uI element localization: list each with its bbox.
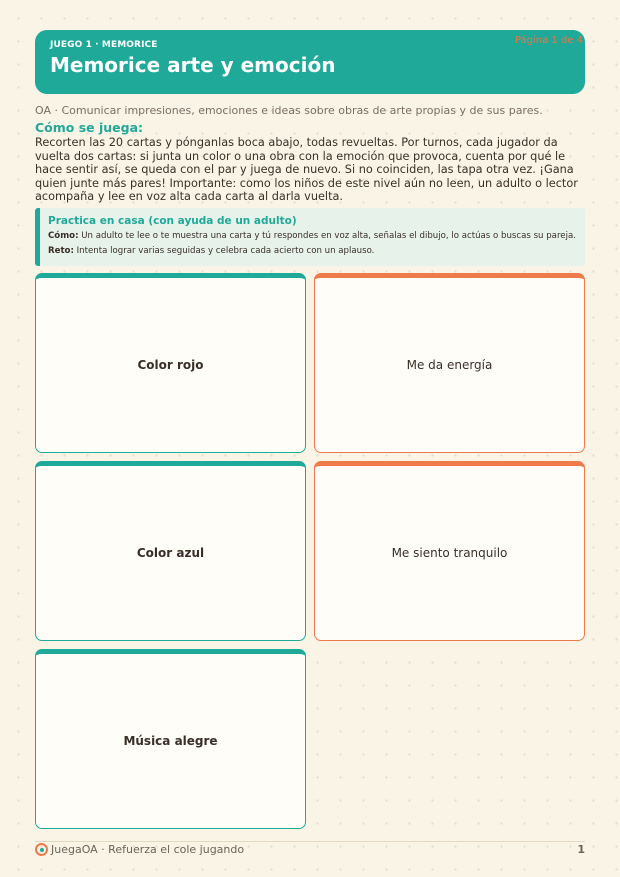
card-label: Me da energía <box>406 358 493 372</box>
card-color-azul[interactable] <box>35 461 306 641</box>
game-header <box>35 30 585 94</box>
footer-brand: JuegaOA · Refuerza el cole jugando <box>51 843 245 856</box>
card-color-rojo[interactable] <box>35 273 306 453</box>
practice-challenge-line <box>48 245 577 258</box>
page-number: 1 <box>577 843 585 856</box>
card-label: Color azul <box>136 546 205 560</box>
practice-challenge-text: Intenta lograr varias seguidas y celebra cada acierto con un aplauso. <box>76 246 375 256</box>
footer-divider <box>35 841 585 842</box>
card-emotion-energia[interactable] <box>314 273 585 453</box>
learning-objective: OA · Comunicar impresiones, emociones e ideas sobre obras de arte propias y de sus pares. <box>35 104 543 117</box>
card-label: Me siento tranquilo <box>391 546 508 560</box>
practice-title: Practica en casa (con ayuda de un adulto) <box>48 215 297 227</box>
how-to-play-heading: Cómo se juega: <box>35 120 144 135</box>
page-title: Memorice arte y emoción <box>50 53 336 77</box>
card-label: Música alegre <box>123 734 218 748</box>
page-footer <box>35 843 585 857</box>
practice-how-text: Un adulto te lee o te muestra una carta y tú respondes en voz alta, señalas el dibujo, lo actúas o buscas su pareja. <box>81 231 576 241</box>
card-label: Color rojo <box>137 358 204 372</box>
game-kicker: JUEGO 1 · MEMORICE <box>50 40 158 50</box>
card-musica-alegre[interactable] <box>35 649 306 829</box>
card-emotion-tranquilo[interactable] <box>314 461 585 641</box>
how-to-play-text: Recorten las 20 cartas y pónganlas boca abajo, todas revueltas. Por turnos, cada jugador da vuelta dos cartas: si junta un color o una obra con la emoción que provoca, cuenta por qué le hace sentir así, se queda con el par y juega de nuevo. Si no coinciden, las tapa otra vez. ¡Gana quien junte más pares! Importante: como los niños de este nivel aún no leen, un adulto o lector acompaña y lee en voz alta cada carta al darla vuelta. <box>35 136 578 204</box>
target-icon <box>35 843 48 856</box>
practice-how-label: Cómo: <box>48 231 79 241</box>
practice-box <box>35 208 585 266</box>
practice-challenge-label: Reto: <box>48 246 74 256</box>
page-indicator: Página 1 de 4 <box>514 35 583 46</box>
practice-how-line <box>48 230 577 243</box>
